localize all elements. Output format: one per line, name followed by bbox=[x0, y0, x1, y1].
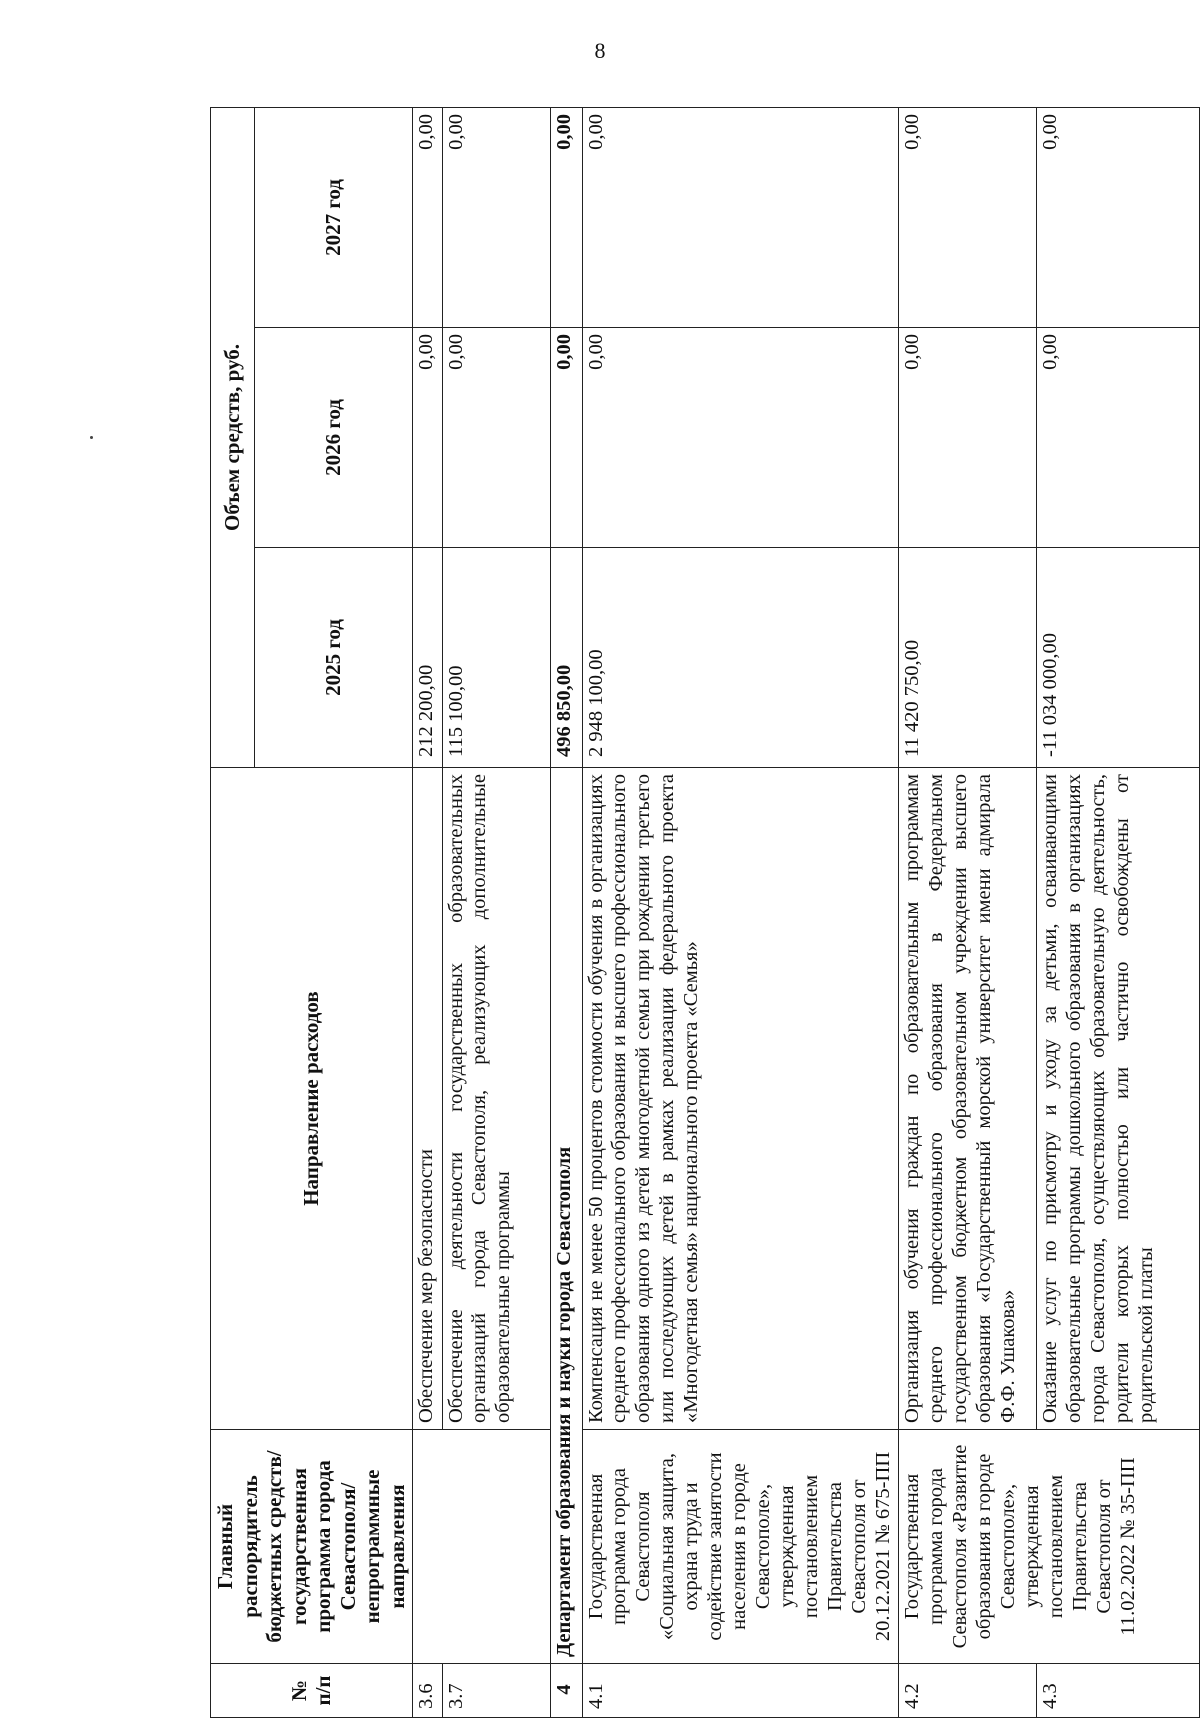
row-2025: 496 850,00 bbox=[550, 548, 582, 768]
row-department-name: Департамент образования и науки города Севастополя bbox=[550, 768, 582, 1664]
header-volume: Объем средств, руб. bbox=[211, 107, 255, 767]
row-2026: 0,00 bbox=[412, 328, 442, 548]
row-grbs: Государственная программа города Севастополя «Развитие образования в городе Севастополе», утвержденная постановлением Правительства Севастополя от 11.02.2022 № 35-ПП bbox=[899, 1430, 1199, 1664]
row-2025: 2 948 100,00 bbox=[582, 548, 899, 768]
row-2027: 0,00 bbox=[1037, 107, 1199, 327]
row-direction: Обеспечение мер безопасности bbox=[412, 768, 442, 1430]
row-2027: 0,00 bbox=[550, 107, 582, 327]
row-num: 4.3 bbox=[1037, 1664, 1199, 1718]
table-row bbox=[582, 107, 899, 1717]
row-2026: 0,00 bbox=[442, 328, 550, 548]
row-num: 4 bbox=[550, 1664, 582, 1718]
page-number: 8 bbox=[594, 38, 606, 63]
row-grbs: Государственная программа города Севастополя «Социальная защита, охрана труда и содействие занятости населения в городе Севастополе», утвержденная постановлением Правительства Севастополя от 20.12.2021 № 675-ПП bbox=[582, 1430, 899, 1664]
header-2025: 2025 год bbox=[254, 548, 412, 768]
header-2026: 2026 год bbox=[254, 328, 412, 548]
row-direction: Оказание услуг по присмотру и уходу за детьми, осваивающими образовательные программы дошкольного образования в организациях города Севастополя, осуществляющих образовательную деятельность, родители которых полностью или частично освобождены от родительской платы bbox=[1037, 768, 1199, 1430]
row-direction: Обеспечение деятельности государственных образовательных организаций города Севастополя, реализующих дополнительные образовательные программы bbox=[442, 768, 550, 1430]
row-2026: 0,00 bbox=[899, 328, 1037, 548]
row-2026: 0,00 bbox=[550, 328, 582, 548]
row-2025: 11 420 750,00 bbox=[899, 548, 1037, 768]
header-2027: 2027 год bbox=[254, 107, 412, 327]
row-direction: Компенсация не менее 50 процентов стоимости обучения в организациях среднего профессионального образования и высшего профессионального образования одного из детей многодетной семьи при рождении третьего или последующих детей в рамках реализации федерального проекта «Многодетная семья» национального проекта «Семья» bbox=[582, 768, 899, 1430]
row-2027: 0,00 bbox=[899, 107, 1037, 327]
row-2025: 212 200,00 bbox=[412, 548, 442, 768]
row-2025: 115 100,00 bbox=[442, 548, 550, 768]
table-row bbox=[412, 107, 442, 1717]
row-num: 3.6 bbox=[412, 1664, 442, 1718]
header-grbs: Главный распорядитель бюджетных средств/государственная программа города Севастополя/непрограммные направления bbox=[211, 1430, 413, 1664]
row-num: 4.1 bbox=[582, 1664, 899, 1718]
budget-table bbox=[210, 107, 1200, 1718]
row-2027: 0,00 bbox=[582, 107, 899, 327]
header-num: № п/п bbox=[211, 1664, 413, 1718]
row-direction: Организация обучения граждан по образовательным программам среднего профессионального образования в Федеральном государственном бюджетном образовательном учреждении высшего образования «Государственный морской университет имени адмирала Ф.Ф. Ушакова» bbox=[899, 768, 1037, 1430]
row-num: 3.7 bbox=[442, 1664, 550, 1718]
row-2027: 0,00 bbox=[412, 107, 442, 327]
row-2027: 0,00 bbox=[442, 107, 550, 327]
row-2026: 0,00 bbox=[1037, 328, 1199, 548]
table-row-department bbox=[550, 107, 582, 1717]
scan-speck bbox=[90, 436, 93, 439]
rotated-table-container bbox=[210, 108, 1158, 1718]
row-num: 4.2 bbox=[899, 1664, 1037, 1718]
row-grbs bbox=[412, 1430, 550, 1664]
table-row bbox=[899, 107, 1037, 1717]
row-2025: -11 034 000,00 bbox=[1037, 548, 1199, 768]
header-direction: Направление расходов bbox=[211, 768, 413, 1430]
row-2026: 0,00 bbox=[582, 328, 899, 548]
